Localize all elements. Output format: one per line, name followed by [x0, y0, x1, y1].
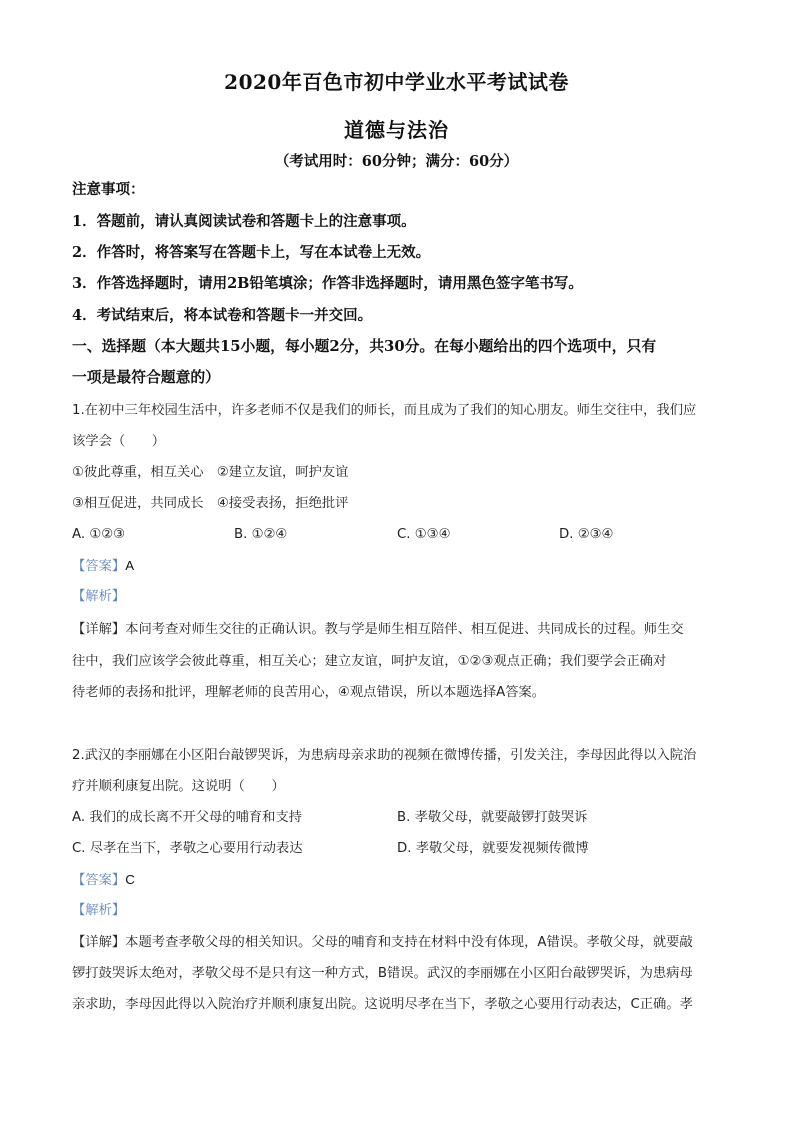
question-1-analysis-tag	[72, 587, 125, 607]
answer-value: C	[125, 872, 135, 887]
question-2-option-d: D. 孝敬父母，就要发视频传微博	[397, 841, 589, 856]
question-1-stem-cont: 该学会（ ）	[72, 434, 166, 449]
question-2-detail: 亲求助，李母因此得以入院治疗并顺利康复出院。这说明尽孝在当下，孝敬之心要用行动表达，C正确。孝	[72, 997, 693, 1012]
notice-item: 2．作答时，将答案写在答题卡上，写在本试卷上无效。	[72, 244, 431, 261]
subject-title: 道德与法治	[344, 118, 449, 142]
question-1-answer	[72, 556, 134, 577]
question-1-option-d: D. ②③④	[559, 527, 614, 542]
question-2-option-c: C. 尽孝在当下，孝敬之心要用行动表达	[72, 841, 303, 856]
question-1-detail: 待老师的表扬和批评，理解老师的良苦用心，④观点错误，所以本题选择A答案。	[72, 685, 546, 700]
analysis-tag: 【解析】	[72, 903, 126, 918]
question-1-statement: ③相互促进，共同成长 ④接受表扬，拒绝批评	[72, 496, 349, 511]
notice-item: 4．考试结束后，将本试卷和答题卡一并交回。	[72, 307, 373, 324]
question-2-analysis-tag	[72, 901, 125, 921]
section-heading-cont: 一项是最符合题意的）	[72, 369, 220, 386]
question-2-option-b: B. 孝敬父母，就要敲锣打鼓哭诉	[397, 810, 588, 825]
answer-tag: 【答案】	[72, 559, 126, 574]
question-1-detail: 【详解】本问考查对师生交往的正确认识。教与学是师生相互陪伴、相互促进、共同成长的过程。师生交	[72, 622, 684, 637]
question-2-answer	[72, 870, 135, 891]
analysis-tag: 【解析】	[72, 589, 126, 604]
notice-item: 1．答题前，请认真阅读试卷和答题卡上的注意事项。	[72, 213, 416, 230]
question-2-detail: 【详解】本题考查孝敬父母的相关知识。父母的哺育和支持在材料中没有体现，A错误。孝敬父母，就要敲	[72, 935, 693, 950]
question-2-stem-cont: 疗并顺利康复出院。这说明（ ）	[72, 779, 285, 794]
exam-info: （考试用时：60分钟；满分：60分）	[274, 153, 519, 170]
question-1-statement: ①彼此尊重，相互关心 ②建立友谊，呵护友谊	[72, 465, 349, 480]
question-1-option-b: B. ①②④	[234, 527, 288, 542]
question-1-detail: 往中，我们应该学会彼此尊重，相互关心；建立友谊，呵护友谊，①②③观点正确；我们要学会正确对	[72, 654, 667, 669]
section-heading: 一、选择题（本大题共15小题，每小题2分，共30分。在每小题给出的四个选项中，只有	[72, 338, 657, 355]
question-2-option-a: A. 我们的成长离不开父母的哺育和支持	[72, 810, 303, 825]
answer-value: A	[125, 558, 135, 573]
question-1-stem: 1.在初中三年校园生活中，许多老师不仅是我们的师长，而且成为了我们的知心朋友。师生交往中，我们应	[72, 403, 697, 418]
question-1-option-a: A. ①②③	[72, 527, 126, 542]
answer-tag: 【答案】	[72, 873, 126, 888]
question-1-option-c: C. ①③④	[397, 527, 451, 542]
notice-item: 3．作答选择题时，请用2B铅笔填涂；作答非选择题时，请用黑色签字笔书写。	[72, 275, 583, 292]
notice-heading: 注意事项：	[72, 181, 145, 198]
question-2-stem: 2.武汉的李丽娜在小区阳台敲锣哭诉，为患病母亲求助的视频在微博传播，引发关注，李母因此得以入院治	[72, 748, 697, 763]
question-2-detail: 锣打鼓哭诉太绝对，孝敬父母不是只有这一种方式，B错误。武汉的李丽娜在小区阳台敲锣哭诉，为患病母	[72, 966, 693, 981]
exam-title: 2020年百色市初中学业水平考试试卷	[224, 70, 569, 94]
